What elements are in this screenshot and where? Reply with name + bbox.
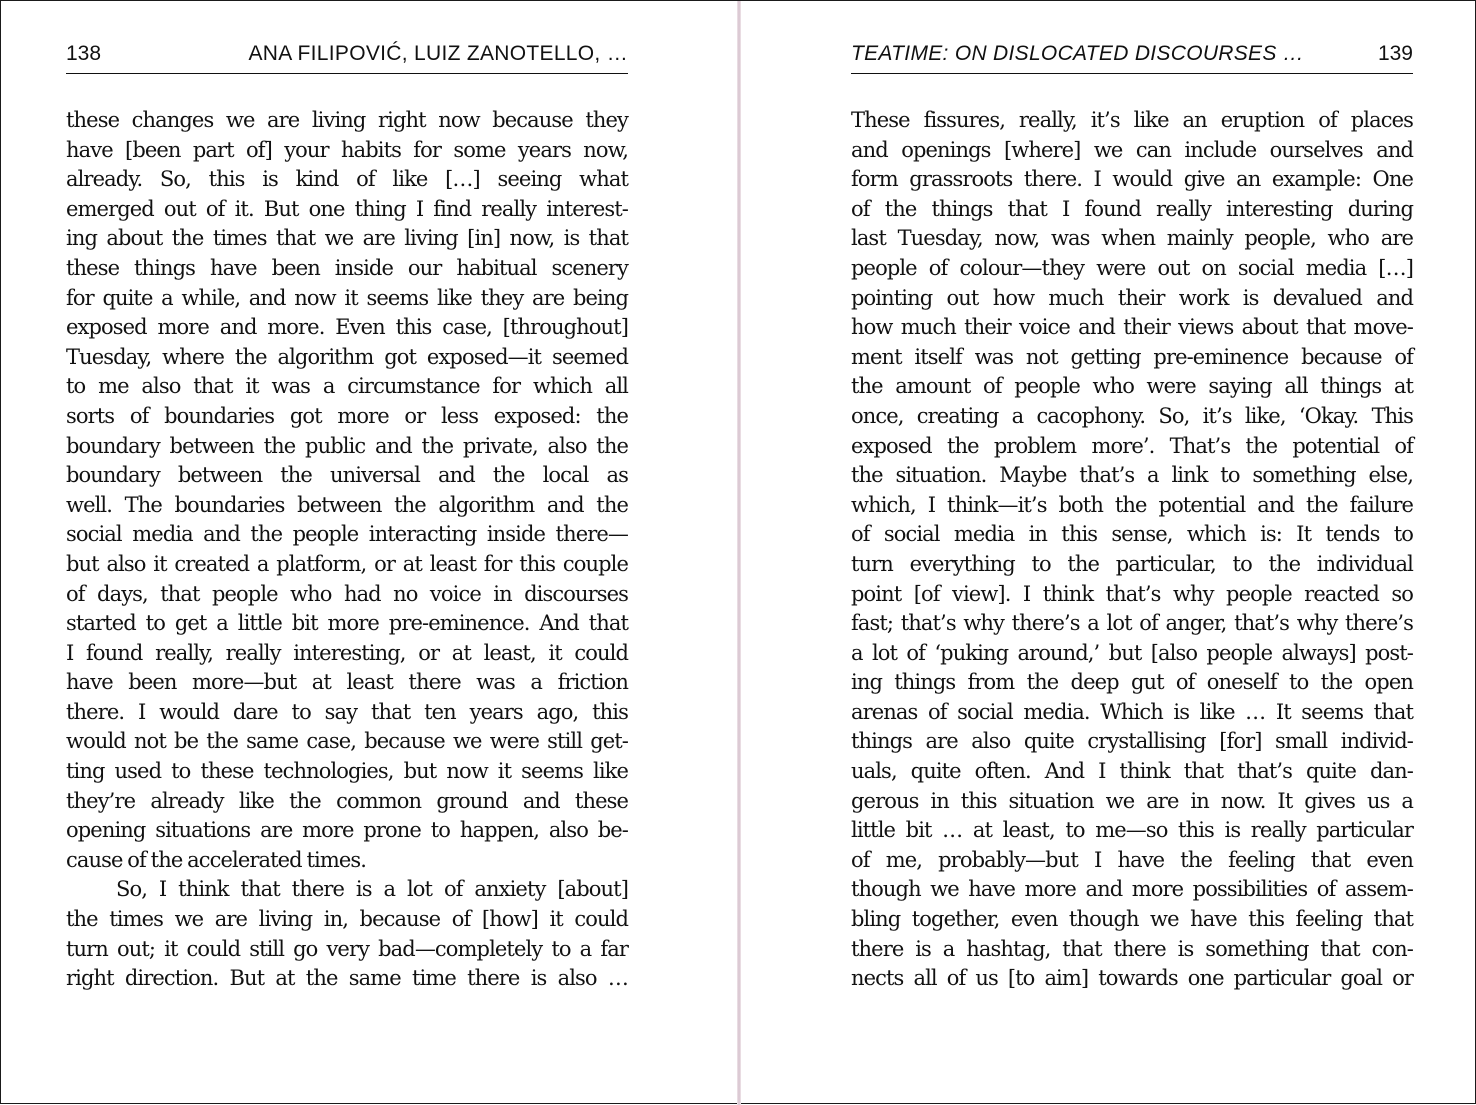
text-line: exposed more and more. Even this case, [throughout] [66,315,628,340]
text-line: opening situations are more prone to happen, also be- [66,818,628,843]
text-line: which, I think—it’s both the potential and the failure [851,492,1413,517]
left-running-title: ANA FILIPOVIĆ, LUIZ ZANOTELLO, … [248,42,628,65]
left-page-number: 138 [66,42,102,65]
text-line: to me also that it was a circumstance for which all [66,374,628,399]
paragraph-end-line: cause of the accelerated times. [66,847,367,872]
text-line: of me, probably—but I have the feeling that even [851,847,1413,872]
text-line: there is a hashtag, that there is something that con- [851,936,1413,961]
text-line: pointing out how much their work is devalued and [851,285,1413,310]
text-line: the amount of people who were saying all things at [851,374,1413,399]
text-line: though we have more and more possibilities of assem- [851,877,1413,902]
text-line: things are also quite crystallising [for] small individ- [851,729,1413,754]
right-running-head [851,41,1413,74]
text-line: ment itself was not getting pre-eminence because of [851,344,1413,369]
text-line: of days, that people who had no voice in discourses [66,581,628,606]
text-line: well. The boundaries between the algorithm and the [66,492,628,517]
text-line: arenas of social media. Which is like … It seems that [851,699,1413,724]
text-line: but also it created a platform, or at least for this couple [66,551,628,576]
text-line: uals, quite often. And I think that that’s quite dan- [851,759,1413,784]
text-line: ing things from the deep gut of oneself to the open [851,670,1413,695]
text-line: have [been part of] your habits for some years now, [66,137,628,162]
left-body-text [66,106,628,994]
text-line: these things have been inside our habitual scenery [66,255,628,280]
text-line: a lot of ‘puking around,’ but [also people always] post- [851,640,1413,665]
text-line: started to get a little bit more pre-eminence. And that [66,611,628,636]
text-line: boundary between the public and the private, also the [66,433,628,458]
text-line: these changes we are living right now because they [66,108,628,132]
text-line: turn out; it could still go very bad—completely to a far [66,936,628,961]
left-running-head [66,41,628,74]
text-line: gerous in this situation we are in now. It gives us a [851,788,1413,813]
text-line: emerged out of it. But one thing I find really interest- [66,196,628,221]
text-line: how much their voice and their views about that move- [851,315,1413,340]
text-line: fast; that’s why there’s a lot of anger, that’s why there’s [851,611,1413,636]
text-line: ting used to these technologies, but now it seems like [66,759,628,784]
text-line: boundary between the universal and the local as [66,463,628,488]
text-line: for quite a while, and now it seems like they are being [66,285,628,310]
text-line: last Tuesday, now, was when mainly people, who are [851,226,1413,251]
text-line: of social media in this sense, which is: It tends to [851,522,1413,547]
text-line: These fissures, really, it’s like an eruption of places [851,108,1413,132]
text-line: people of colour—they were out on social media […] [851,255,1413,280]
text-line: right direction. But at the same time there is also … [66,966,628,991]
text-line: I found really, really interesting, or at least, it could [66,640,628,665]
text-line: would not be the same case, because we were still get- [66,729,628,754]
right-page-number: 139 [1377,42,1413,65]
text-line: they’re already like the common ground and these [66,788,628,813]
text-line: little bit … at least, to me—so this is really particular [851,818,1413,843]
text-line: ing about the times that we are living [in] now, is that [66,226,628,251]
text-line: turn everything to the particular, to the individual [851,551,1413,576]
text-line: already. So, this is kind of like […] seeing what [66,167,628,192]
text-line: social media and the people interacting inside there— [66,522,628,547]
book-gutter [737,1,741,1105]
text-line: have been more—but at least there was a friction [66,670,628,695]
text-line: of the things that I found really interesting during [851,196,1413,221]
text-line: exposed the problem more’. That’s the potential of [851,433,1413,458]
text-line: once, creating a cacophony. So, it’s like, ‘Okay. This [851,403,1413,428]
text-line: form grassroots there. I would give an example: One [851,167,1413,192]
text-line: bling together, even though we have this feeling that [851,907,1413,932]
text-line: nects all of us [to aim] towards one particular goal or [851,966,1413,991]
paragraph-first-line: So, I think that there is a lot of anxiety [about] [116,877,628,902]
text-line: the times we are living in, because of [how] it could [66,907,628,932]
text-line: Tuesday, where the algorithm got exposed—it seemed [66,344,628,369]
text-line: there. I would dare to say that ten years ago, this [66,699,628,724]
text-line: sorts of boundaries got more or less exposed: the [66,403,628,428]
text-line: the situation. Maybe that’s a link to something else, [851,463,1413,488]
right-body-text [851,106,1413,994]
text-line: and openings [where] we can include ourselves and [851,137,1413,162]
text-line: point [of view]. I think that’s why people reacted so [851,581,1413,606]
right-running-title: TEATIME: ON DISLOCATED DISCOURSES … [851,42,1305,65]
